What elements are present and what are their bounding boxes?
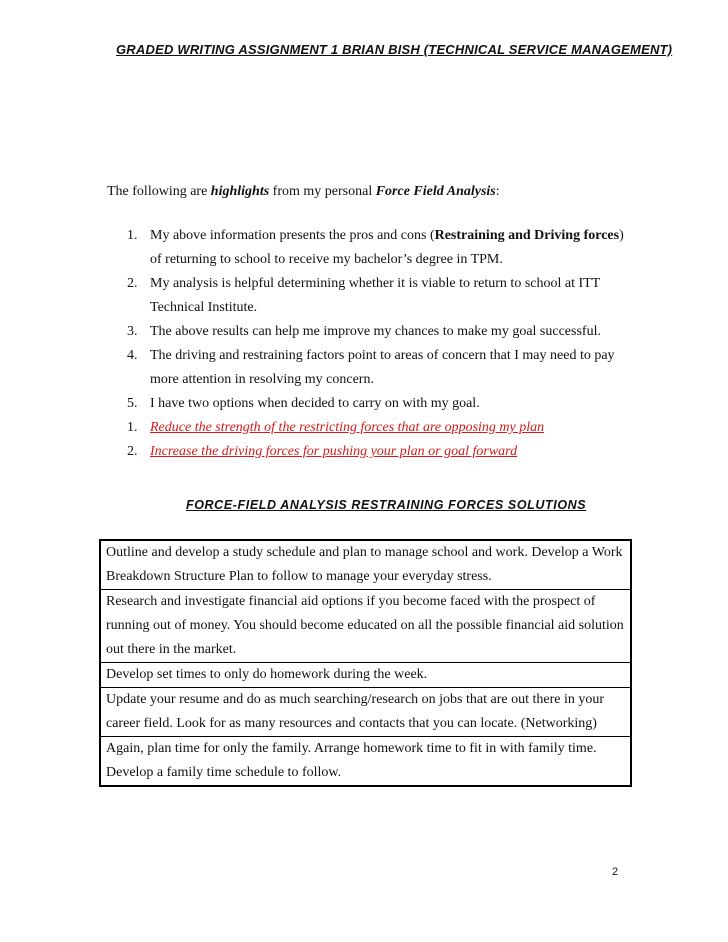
section-title (186, 498, 586, 512)
intro-suffix: : (495, 184, 500, 199)
intro-middle: from my personal (269, 184, 376, 199)
list-item-text: ) of returning to school to receive my bachelor’s degree in TPM. (150, 228, 624, 267)
table-row: Develop set times to only do homework during the week. (101, 662, 630, 687)
option-item-text: Reduce the strength of the restricting forces that are opposing my plan (150, 420, 545, 435)
list-item (107, 392, 627, 416)
section-title-text: FORCE-FIELD ANALYSIS RESTRAINING FORCES SOLUTIONS (186, 498, 587, 512)
list-item (107, 344, 627, 392)
option-item-number: 1. (127, 420, 138, 435)
highlights-list (107, 224, 627, 464)
page-header (116, 42, 672, 57)
table-row: Update your resume and do as much searching/research on jobs that are out there in your career field. Look for as many resources and contacts that you can locate. (Networking) (101, 687, 630, 736)
list-item (107, 272, 627, 320)
page-number: 2 (612, 866, 619, 878)
list-item-number: 2. (127, 276, 138, 291)
list-item-bold: Restraining and Driving forces (434, 228, 620, 243)
option-item (107, 440, 627, 464)
list-item (107, 320, 627, 344)
list-item-number: 1. (127, 228, 138, 243)
intro-prefix: The following are (107, 184, 211, 199)
intro-highlights: highlights (210, 184, 270, 199)
list-item-number: 3. (127, 324, 138, 339)
list-item-number: 5. (127, 396, 138, 411)
solutions-table (99, 539, 632, 787)
list-item-text: The above results can help me improve my chances to make my goal successful. (150, 324, 601, 339)
table-row: Outline and develop a study schedule and plan to manage school and work. Develop a Work Breakdown Structure Plan to follow to manage your everyday stress. (106, 545, 623, 584)
list-item-text: My analysis is helpful determining whether it is viable to return to school at ITT Technical Institute. (150, 276, 600, 315)
intro-paragraph (107, 184, 500, 200)
list-item-text: The driving and restraining factors point to areas of concern that I may need to pay more attention in resolving my concern. (150, 348, 615, 387)
table-row: Research and investigate financial aid options if you become faced with the prospect of running out of money. You should become educated on all the possible financial aid solution out there in the market. (101, 589, 630, 662)
option-item-text: Increase the driving forces for pushing your plan or goal forward (150, 444, 518, 459)
option-item (107, 416, 627, 440)
list-item-text: I have two options when decided to carry on with my goal. (150, 396, 480, 411)
list-item (107, 224, 627, 272)
list-item-text: My above information presents the pros and cons ( (150, 228, 435, 243)
header-text: GRADED WRITING ASSIGNMENT 1 BRIAN BISH (TECHNICAL SERVICE MANAGEMENT) (116, 42, 673, 57)
list-item-number: 4. (127, 348, 138, 363)
intro-force-field: Force Field Analysis (375, 184, 496, 199)
option-item-number: 2. (127, 444, 138, 459)
table-row: Again, plan time for only the family. Arrange homework time to fit in with family time. Develop a family time schedule to follow. (101, 736, 630, 785)
